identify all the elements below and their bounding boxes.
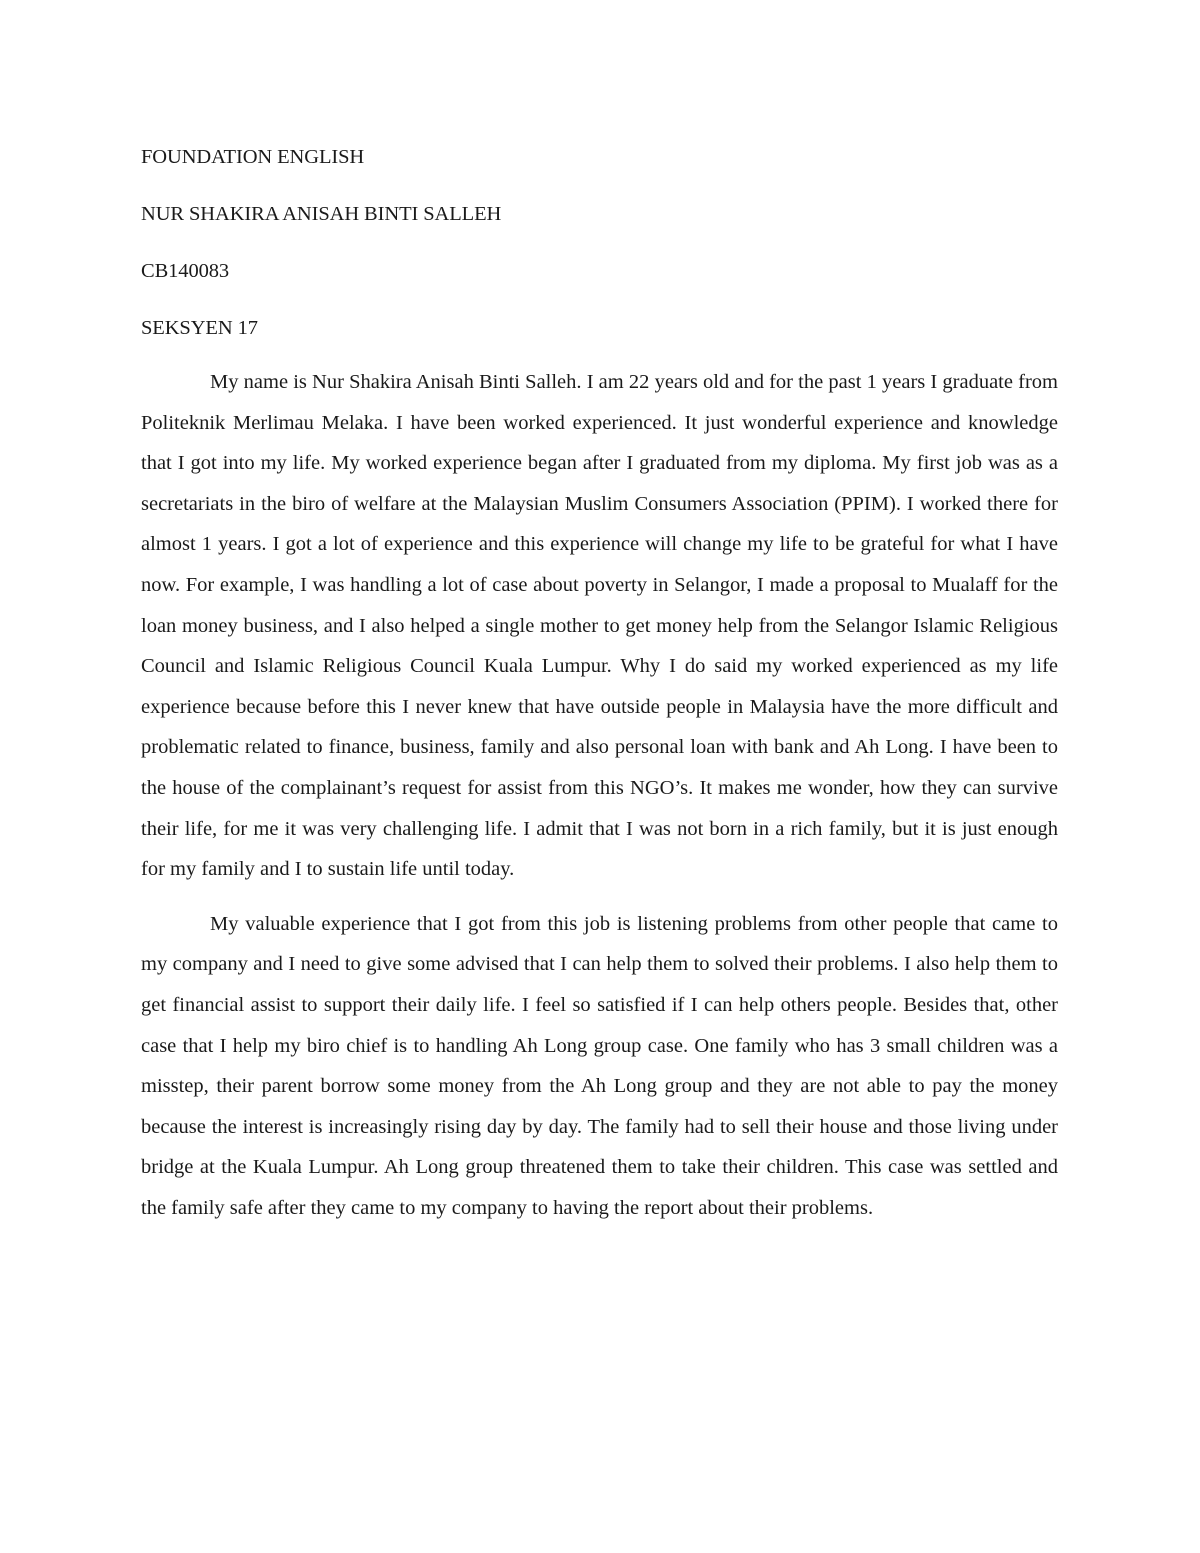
section-label: SEKSYEN 17 (141, 317, 258, 339)
document-content (141, 140, 1058, 1228)
essay-paragraph-2: My valuable experience that I got from this job is listening problems from other people that came to my company and I need to give some advised that I can help them to solved their problems. I also help them to get financial assist to support their daily life. I feel so satisfied if I can help others people. Besides that, other case that I help my biro chief is to handling Ah Long group case. One family who has 3 small children was a misstep, their parent borrow some money from the Ah Long group and they are not able to pay the money because the interest is increasingly rising day by day. The family had to sell their house and those living under bridge at the Kuala Lumpur. Ah Long group threatened them to take their children. This case was settled and the family safe after they came to my company to having the report about their problems. (141, 912, 1058, 1219)
essay-paragraph-1: My name is Nur Shakira Anisah Binti Salleh. I am 22 years old and for the past 1 years I graduate from Politeknik Merlimau Melaka. I have been worked experienced. It just wonderful experience and knowledge that I got into my life. My worked experience began after I graduated from my diploma. My first job was as a secretariats in the biro of welfare at the Malaysian Muslim Consumers Association (PPIM). I worked there for almost 1 years. I got a lot of experience and this experience will change my life to be grateful for what I have now. For example, I was handling a lot of case about poverty in Selangor, I made a proposal to Mualaff for the loan money business, and I also helped a single mother to get money help from the Selangor Islamic Religious Council and Islamic Religious Council Kuala Lumpur. Why I do said my worked experienced as my life experience because before this I never knew that have outside people in Malaysia have the more difficult and problematic related to finance, business, family and also personal loan with bank and Ah Long. I have been to the house of the complainant’s request for assist from this NGO’s. It makes me wonder, how they can survive their life, for me it was very challenging life. I admit that I was not born in a rich family, but it is just enough for my family and I to sustain life until today. (141, 371, 1058, 881)
course-title: FOUNDATION ENGLISH (141, 146, 365, 168)
document-header (141, 140, 1058, 368)
essay-body (141, 362, 1058, 1228)
student-name: NUR SHAKIRA ANISAH BINTI SALLEH (141, 203, 502, 225)
student-id: CB140083 (141, 260, 230, 282)
